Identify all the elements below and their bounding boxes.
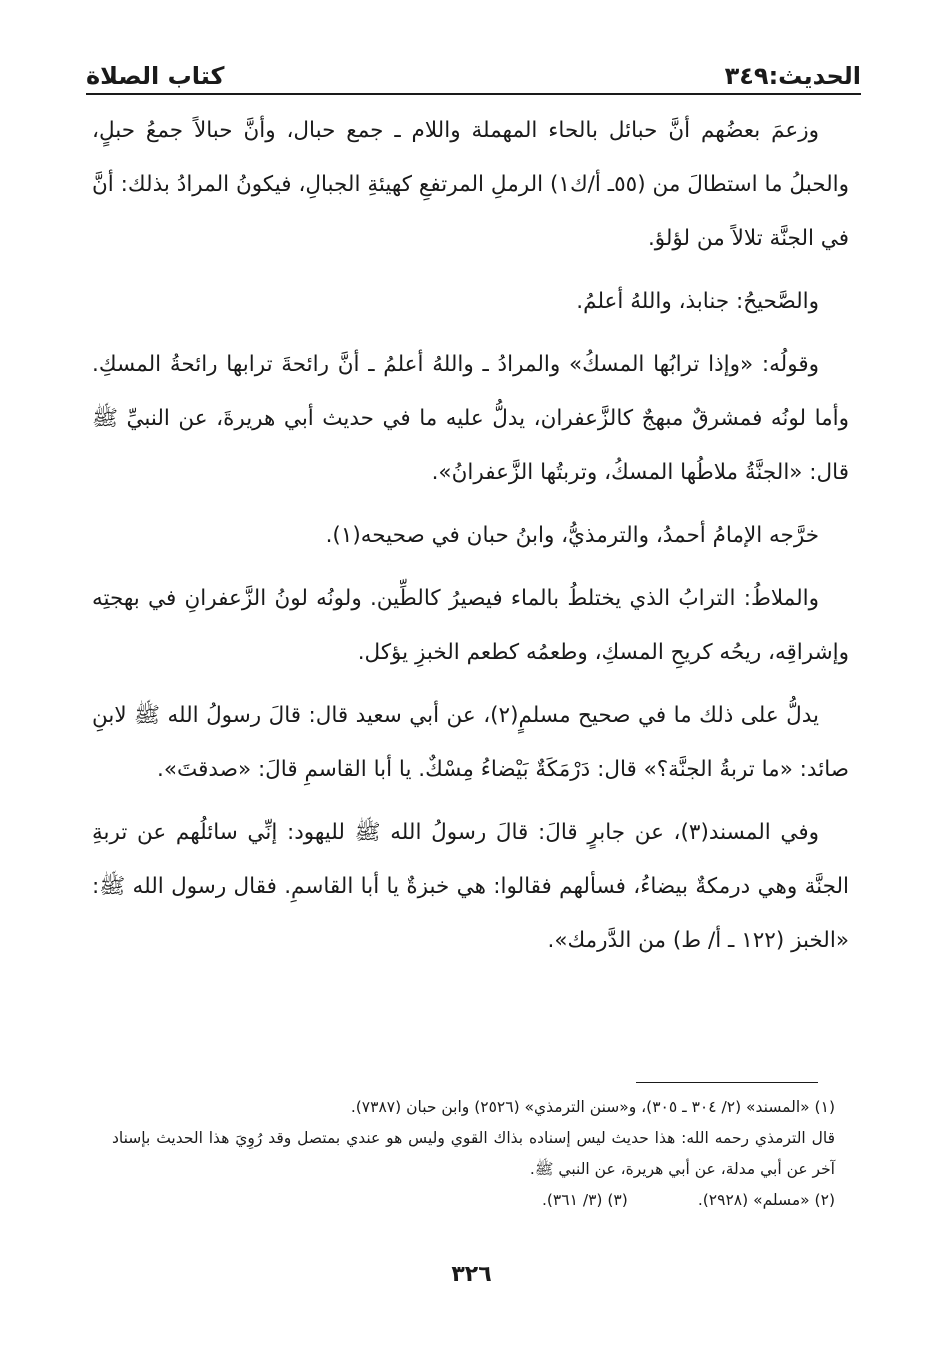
footnote-2: (٢) «مسلم» (٢٩٢٨). <box>697 1191 835 1209</box>
header-hadith-number: الحديث:٣٤٩ <box>724 62 861 90</box>
paragraph-musnad: وفي المسند(٣)، عن جابرٍ قالَ: قالَ رسولُ الله ﷺ لليهود: إنِّي سائلُهم عن تربةِ الجنَّة وهي درمكةٌ بيضاءُ، فسألهم فقالوا: هي خبزةٌ يا أبا القاسمِ. فقال رسول الله ﷺ: «الخبز (١٢٢ ـ أ/ ط) من الدَّرمك». <box>92 820 849 953</box>
footnote-divider <box>636 1082 818 1083</box>
running-header <box>86 52 861 92</box>
footnote-3: (٣) (٣/ ٣٦١). <box>541 1191 628 1209</box>
main-text <box>92 104 849 977</box>
footnote-1: (١) «المسند» (٢/ ٣٠٤ ـ ٣٠٥)، و«سنن الترمذي» (٢٥٢٦) وابن حبان (٧٣٨٧). <box>350 1098 835 1116</box>
paragraph-hibal: وزعمَ بعضُهم أنَّ حبائل بالحاء المهملة واللام ـ جمع حبال، وأنَّ حبالاً جمعُ حبلٍ، والحبلُ ما استطالَ من (٥٥ـ أ/ك١) الرملِ المرتفعِ كهيئةِ الجبالِ، فيكونُ المرادُ بذلك: أنَّ في الجنَّة تلالاً من لؤلؤ. <box>92 118 849 251</box>
footnote-1-continued: قال الترمذي رحمه الله: هذا حديث ليس إسناده بذاك القوي وليس هو عندي بمتصل وقد رُوِيَ هذا الحديث بإسناد آخر عن أبي مدلة، عن أبي هريرة، عن النبي ﷺ. <box>112 1129 835 1178</box>
header-divider <box>86 93 861 95</box>
paragraph-milat: والملاطُ: الترابُ الذي يختلطُ بالماء فيصيرُ كالطِّين. ولونُه لونُ الزَّعفرانِ في بهجتِه وإشراقِه، ريحُه كريحِ المسكِ، وطعمُه كطعم الخبزِ يؤكل. <box>92 586 849 665</box>
paragraph-muslim: يدلُّ على ذلك ما في صحيح مسلمٍ(٢)، عن أبي سعيد قال: قالَ رسولُ الله ﷺ لابنِ صائد: «ما تربةُ الجنَّة؟» قال: دَرْمَكَةٌ بَيْضاءُ مِسْكٌ. يا أبا القاسمِ قالَ: «صدقتَ». <box>92 703 849 782</box>
paragraph-takhrij: خرَّجه الإمامُ أحمدُ، والترمذيُّ، وابنُ حبان في صحيحه(١). <box>325 523 819 548</box>
paragraph-musk: وقولُه: «وإذا ترابُها المسكُ» والمرادُ ـ واللهُ أعلمُ ـ أنَّ رائحةَ ترابها رائحةُ المسكِ. وأما لونُه فمشرقٌ مبهجٌ كالزَّعفران، يدلُّ عليه ما في حديث أبي هريرةَ، عن النبيِّ ﷺ قال: «الجنَّةُ ملاطُها المسكُ، وتربتُها الزَّعفرانُ». <box>92 352 849 485</box>
header-book-title: كتاب الصلاة <box>86 62 225 90</box>
footnotes <box>112 1092 835 1216</box>
paragraph-sahih: والصَّحيحُ: جنابذ، واللهُ أعلمُ. <box>576 289 819 314</box>
page-number: ٣٢٦ <box>451 1262 492 1287</box>
footnotes-2-3 <box>112 1185 835 1216</box>
